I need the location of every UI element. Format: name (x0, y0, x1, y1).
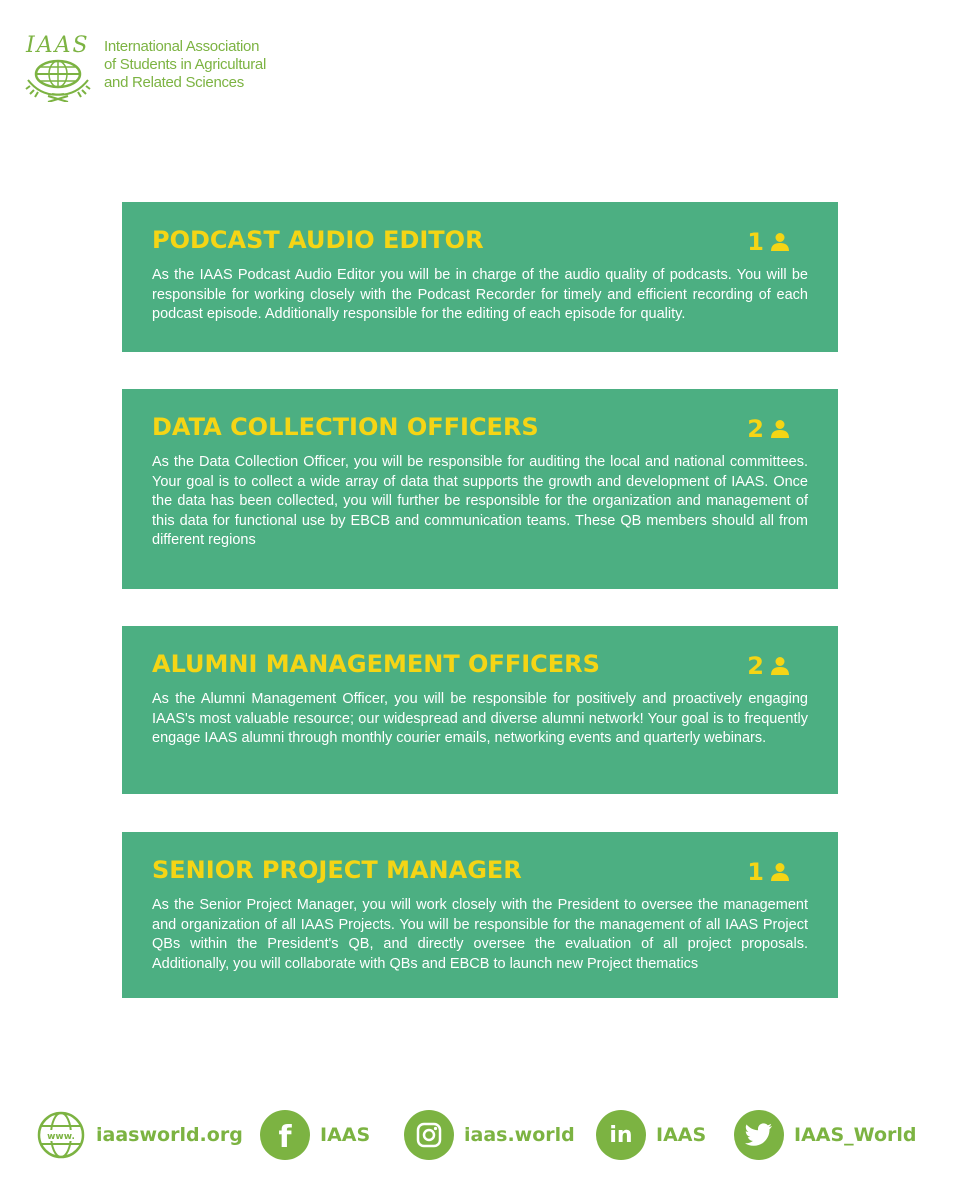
position-title: SENIOR PROJECT MANAGER (152, 856, 522, 884)
position-card-data-collection-officers (122, 389, 838, 589)
position-count-number: 2 (747, 652, 764, 680)
position-card-alumni-management-officers (122, 626, 838, 794)
iaas-logo-mark-icon (24, 30, 106, 102)
social-link-label: iaas.world (464, 1124, 575, 1146)
linkedin-icon (596, 1110, 646, 1160)
twitter-icon (734, 1110, 784, 1160)
position-title: ALUMNI MANAGEMENT OFFICERS (152, 650, 600, 678)
social-link-label: IAAS_World (794, 1124, 917, 1146)
person-icon (770, 862, 790, 882)
org-name (104, 38, 266, 92)
facebook-icon-glyph: f (278, 1119, 292, 1155)
instagram-icon (404, 1110, 454, 1160)
org-name-line: and Related Sciences (104, 74, 244, 91)
org-name-line: of Students in Agricultural (104, 56, 266, 73)
position-description: As the Alumni Management Officer, you will be responsible for positively and proactively engaging IAAS's most valuable resource; our widespread and diverse alumni network! Your goal is to frequently engage IAAS alumni through monthly courier emails, networking events and quarterly webinars. (152, 691, 808, 746)
position-card-senior-project-manager (122, 832, 838, 998)
social-link-label: IAAS (320, 1124, 371, 1146)
position-count-number: 1 (747, 858, 764, 886)
position-description: As the Senior Project Manager, you will work closely with the President to oversee the management and organization of all IAAS Projects. You will be responsible for the management of all IAAS Project QBs within the President's QB, and directly oversee the evaluation of all project proposals. Additionally, you will collaborate with QBs and EBCB to launch new Project thematics (152, 897, 808, 972)
globe-icon-text: www. (47, 1132, 75, 1142)
footer-social-links (0, 1110, 960, 1172)
org-name-line: International Association (104, 38, 260, 55)
social-link-twitter[interactable] (734, 1110, 916, 1160)
iaas-logo (24, 30, 284, 102)
position-count-number: 1 (747, 228, 764, 256)
position-count (747, 652, 790, 680)
position-count (747, 858, 790, 886)
social-link-linkedin[interactable] (596, 1110, 706, 1160)
position-count-number: 2 (747, 415, 764, 443)
person-icon (770, 656, 790, 676)
social-link-instagram[interactable] (404, 1110, 575, 1160)
person-icon (770, 232, 790, 252)
linkedin-icon-glyph: in (609, 1122, 633, 1148)
facebook-icon (260, 1110, 310, 1160)
position-description: As the IAAS Podcast Audio Editor you will be in charge of the audio quality of podcasts. You will be responsible for working closely with the Podcast Recorder for timely and efficient recording of each podcast episode. Additionally responsible for the editing of each episode for quality. (152, 267, 808, 322)
position-card-podcast-audio-editor (122, 202, 838, 352)
person-icon (770, 419, 790, 439)
social-link-facebook[interactable] (260, 1110, 370, 1160)
social-link-label: IAAS (656, 1124, 707, 1146)
social-link-label: iaasworld.org (96, 1124, 243, 1146)
globe-icon (36, 1110, 86, 1160)
position-title: DATA COLLECTION OFFICERS (152, 413, 539, 441)
position-count (747, 228, 790, 256)
position-title: PODCAST AUDIO EDITOR (152, 226, 484, 254)
position-description: As the Data Collection Officer, you will be responsible for auditing the local and national committees. Your goal is to collect a wide array of data that supports the growth and development of IAAS. Once the data has been collected, you will further be responsible for the organization and management of this data for functional use by EBCB and communication teams. These QB members should all from different regions (152, 454, 808, 548)
logo-letters: IAAS (26, 33, 90, 58)
social-link-website[interactable] (36, 1110, 243, 1160)
position-count (747, 415, 790, 443)
